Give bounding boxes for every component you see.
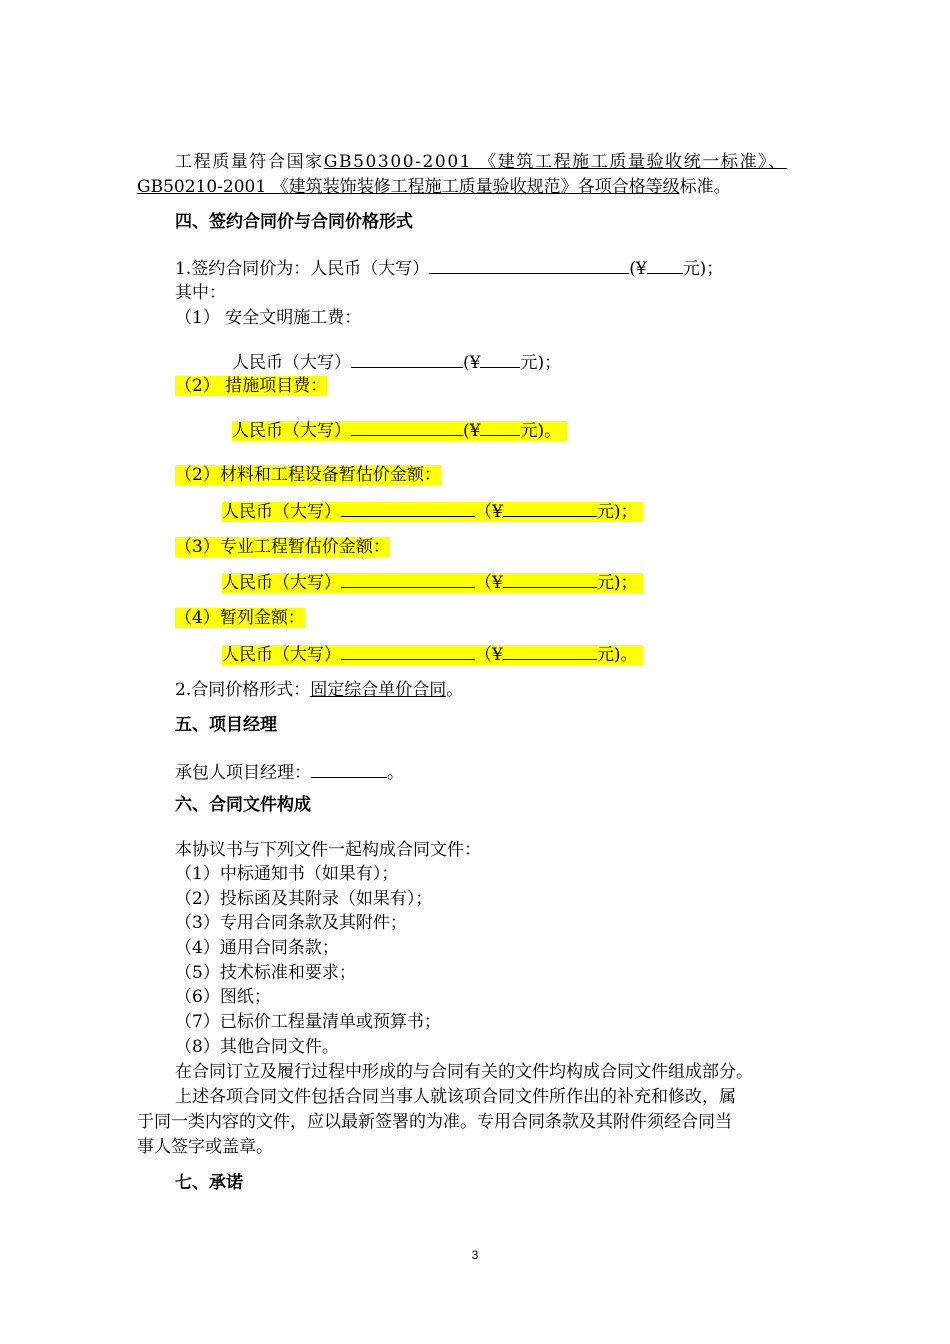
list-item: （2）投标函及其附录（如果有）；: [175, 889, 433, 909]
price-form-suffix: 。: [446, 680, 464, 700]
page-number: 3: [471, 1248, 479, 1262]
rmb-label: 人民币（大写）: [232, 421, 351, 441]
safety-fee-amount-blank: [480, 350, 520, 368]
section-6-heading: 六、合同文件构成: [175, 795, 311, 815]
measures-fee-amount-blank: [480, 418, 520, 436]
measures-fee-amount-line: [232, 418, 567, 443]
yen-open: （¥: [475, 645, 503, 665]
provisional-materials-amount-blank: [503, 499, 597, 517]
provisional-works-amount-blank: [503, 570, 597, 588]
rmb-label: 人民币（大写）: [232, 353, 351, 373]
documents-paragraph-1: 在合同订立及履行过程中形成的与合同有关的文件均构成合同文件组成部分。: [175, 1062, 753, 1082]
yuan-close: 元)。: [596, 645, 638, 665]
price-form-label: 2.合同价格形式：: [175, 680, 311, 700]
provisional-sum-line: [175, 606, 305, 630]
among-label: 其中：: [175, 283, 226, 303]
section-5-heading: 五、项目经理: [175, 715, 277, 735]
provisional-sum-amount-blank: [503, 642, 597, 660]
provisional-sum-words-blank: [341, 642, 475, 660]
provisional-materials-amount-line: [222, 499, 643, 524]
provisional-sum-amount-line: [222, 642, 643, 667]
provisional-materials-line: [175, 463, 441, 487]
measures-fee-label: （2） 措施项目费：: [175, 376, 328, 396]
provisional-works-amount-line: [222, 570, 643, 595]
project-manager-blank: [311, 760, 387, 778]
list-item: （7）已标价工程量清单或预算书；: [175, 1012, 441, 1032]
documents-paragraph-2-line-2: 于同一类内容的文件，应以最新签署的为准。专用合同条款及其附件须经合同当: [137, 1112, 732, 1132]
provisional-sum-label: （4）暂列金额：: [175, 608, 305, 628]
measures-fee-line: [175, 374, 327, 398]
rmb-label: 人民币（大写）: [222, 645, 341, 665]
yuan-close: 元)；: [682, 259, 724, 279]
list-item: （1）中标通知书（如果有）；: [175, 864, 399, 884]
section-4-heading: 四、签约合同价与合同价格形式: [175, 212, 413, 232]
highlight-group: [222, 502, 643, 522]
yuan-close: 元)；: [520, 353, 562, 373]
documents-intro: 本协议书与下列文件一起构成合同文件：: [175, 840, 481, 860]
safety-fee-amount-line: [232, 350, 561, 375]
provisional-materials-label: （2）材料和工程设备暂估价金额：: [175, 465, 441, 485]
list-item: （5）技术标准和要求；: [175, 963, 356, 983]
rmb-label: 人民币（大写）: [222, 502, 341, 522]
list-item: （8）其他合同文件。: [175, 1037, 339, 1057]
provisional-works-label: （3）专业工程暂估价金额：: [175, 537, 390, 557]
list-item: （3）专用合同条款及其附件；: [175, 913, 407, 933]
highlight-group: [232, 421, 567, 441]
yen-open: （¥: [475, 502, 503, 522]
quality-suffix: 标准。: [679, 177, 731, 197]
yen-open: （¥: [475, 573, 503, 593]
provisional-materials-words-blank: [341, 499, 475, 517]
yuan-close: 元)。: [520, 421, 562, 441]
price-form-value: 固定综合单价合同: [310, 680, 447, 700]
section-7-heading: 七、承诺: [175, 1173, 243, 1193]
yen-open: (¥: [463, 421, 481, 441]
contract-price-line: [175, 256, 723, 281]
highlight-group: [222, 573, 643, 593]
project-manager-label: 承包人项目经理：: [175, 763, 311, 783]
yuan-close: 元)；: [596, 573, 638, 593]
quality-line-2: [137, 175, 731, 199]
contract-price-label: 1.签约合同价为：人民币（大写）: [175, 259, 430, 279]
quality-prefix: 工程质量符合国家: [175, 152, 324, 172]
safety-fee-words-blank: [351, 350, 463, 368]
safety-fee-label: （1） 安全文明施工费：: [175, 308, 362, 328]
project-manager-line: [175, 760, 404, 785]
yen-open: (¥: [463, 353, 481, 373]
rmb-label: 人民币（大写）: [222, 573, 341, 593]
quality-line-1: [175, 150, 787, 174]
documents-paragraph-2-line-3: 事人签字或盖章。: [137, 1137, 273, 1157]
contract-price-words-blank: [429, 256, 629, 274]
highlight-group: [222, 645, 643, 665]
measures-fee-words-blank: [351, 418, 463, 436]
project-manager-suffix: 。: [387, 763, 404, 783]
yen-open: (¥: [629, 259, 647, 279]
price-form-line: [175, 678, 463, 702]
contract-price-amount-blank: [647, 256, 683, 274]
provisional-works-words-blank: [341, 570, 475, 588]
yuan-close: 元)；: [596, 502, 638, 522]
list-item: （6）图纸；: [175, 987, 271, 1007]
documents-paragraph-2-line-1: 上述各项合同文件包括合同当事人就该项合同文件所作出的补充和修改，属: [175, 1087, 736, 1107]
quality-standard-1: GB50300-2001 《建筑工程施工质量验收统一标准》、: [323, 152, 787, 172]
provisional-works-line: [175, 535, 390, 559]
list-item: （4）通用合同条款；: [175, 938, 339, 958]
quality-standard-2: GB50210-2001 《建筑装饰装修工程施工质量验收规范》各项合格等级: [137, 177, 680, 197]
